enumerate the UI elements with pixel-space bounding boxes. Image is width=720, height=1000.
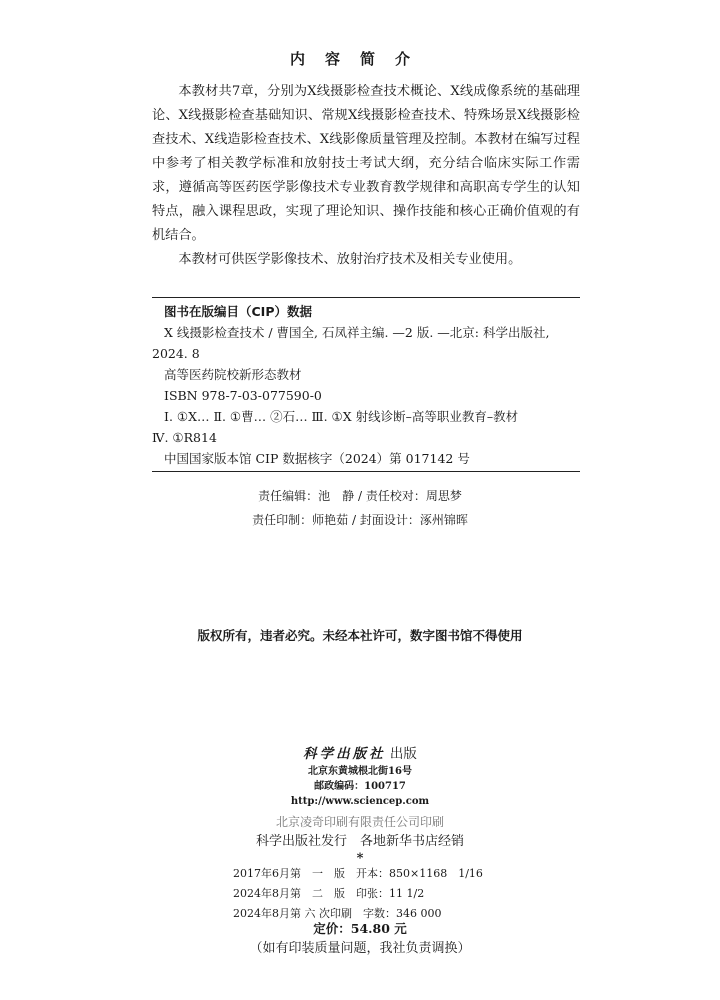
summary-body bbox=[152, 80, 580, 272]
cip-record: 中国国家版本馆 CIP 数据核字（2024）第 017142 号 bbox=[164, 451, 470, 466]
publisher-block bbox=[0, 744, 720, 866]
quality-notice: （如有印装质量问题，我社负责调换） bbox=[249, 941, 471, 956]
credits bbox=[0, 484, 720, 532]
distribution: 科学出版社发行 各地新华书店经销 bbox=[255, 834, 464, 849]
copyright-notice: 版权所有，违者必究。未经本社许可，数字图书馆不得使用 bbox=[197, 628, 523, 643]
credits-production: 责任印制：师艳茹 / 封面设计：涿州锦晖 bbox=[252, 513, 468, 527]
summary-paragraph: 本教材共7章，分别为X线摄影检查技术概论、X线成像系统的基础理论、X线摄影检查基础知识、常规X线摄影检查技术、特殊场景X线摄影检查技术、X线造影检查技术、X线影像质量管理及控制。本教材在编写过程中参考了相关教学标准和放射技士考试大纲，充分结合临床实际工作需求，遵循高等医药医学影像技术专业教育教学规律和高职高专学生的认知特点，融入课程思政，实现了理论知识、操作技能和核心正确价值观的有机结合。 bbox=[152, 84, 580, 243]
cip-title-line: X 线摄影检查技术 / 曹国全, 石凤祥主编. —2 版. —北京: 科学出版社, bbox=[164, 325, 550, 340]
cip-series: 高等医药院校新形态教材 bbox=[164, 367, 302, 382]
printer: 北京凌奇印刷有限责任公司印刷 bbox=[275, 815, 444, 829]
publisher-postcode: 邮政编码：100717 bbox=[314, 781, 406, 792]
publisher-line bbox=[0, 744, 720, 764]
cip-classification-cont: Ⅳ. ①R814 bbox=[152, 430, 217, 445]
edition-line: 2017年6月第 一 版 开本：850×1168 1/16 bbox=[233, 867, 483, 880]
publisher-url: http://www.sciencep.com bbox=[290, 796, 430, 807]
publisher-publishes: 出版 bbox=[389, 746, 417, 762]
edition-line: 2024年8月第 六 次印刷 字数：346 000 bbox=[233, 907, 442, 920]
edition-info bbox=[233, 864, 483, 924]
edition-line: 2024年8月第 二 版 印张：11 1/2 bbox=[233, 887, 425, 900]
price: 定价：54.80 元 bbox=[313, 921, 407, 936]
cip-isbn: ISBN 978-7-03-077590-0 bbox=[164, 388, 322, 403]
star-separator: * bbox=[356, 851, 364, 866]
cip-title-line-cont: 2024. 8 bbox=[152, 346, 200, 361]
cip-heading: 图书在版编目（CIP）数据 bbox=[164, 304, 312, 319]
cip-classification: Ⅰ. ①X… Ⅱ. ①曹… ②石… Ⅲ. ①X 射线诊断–高等职业教育–教材 bbox=[164, 409, 519, 424]
cip-block bbox=[152, 297, 580, 472]
publisher-name: 科学出版社 bbox=[303, 746, 386, 762]
summary-paragraph: 本教材可供医学影像技术、放射治疗技术及相关专业使用。 bbox=[178, 252, 522, 267]
summary-title: 内容简介 bbox=[289, 50, 430, 68]
publisher-address: 北京东黄城根北街16号 bbox=[308, 766, 412, 777]
credits-editors: 责任编辑：池 静 / 责任校对：周思梦 bbox=[258, 489, 462, 503]
